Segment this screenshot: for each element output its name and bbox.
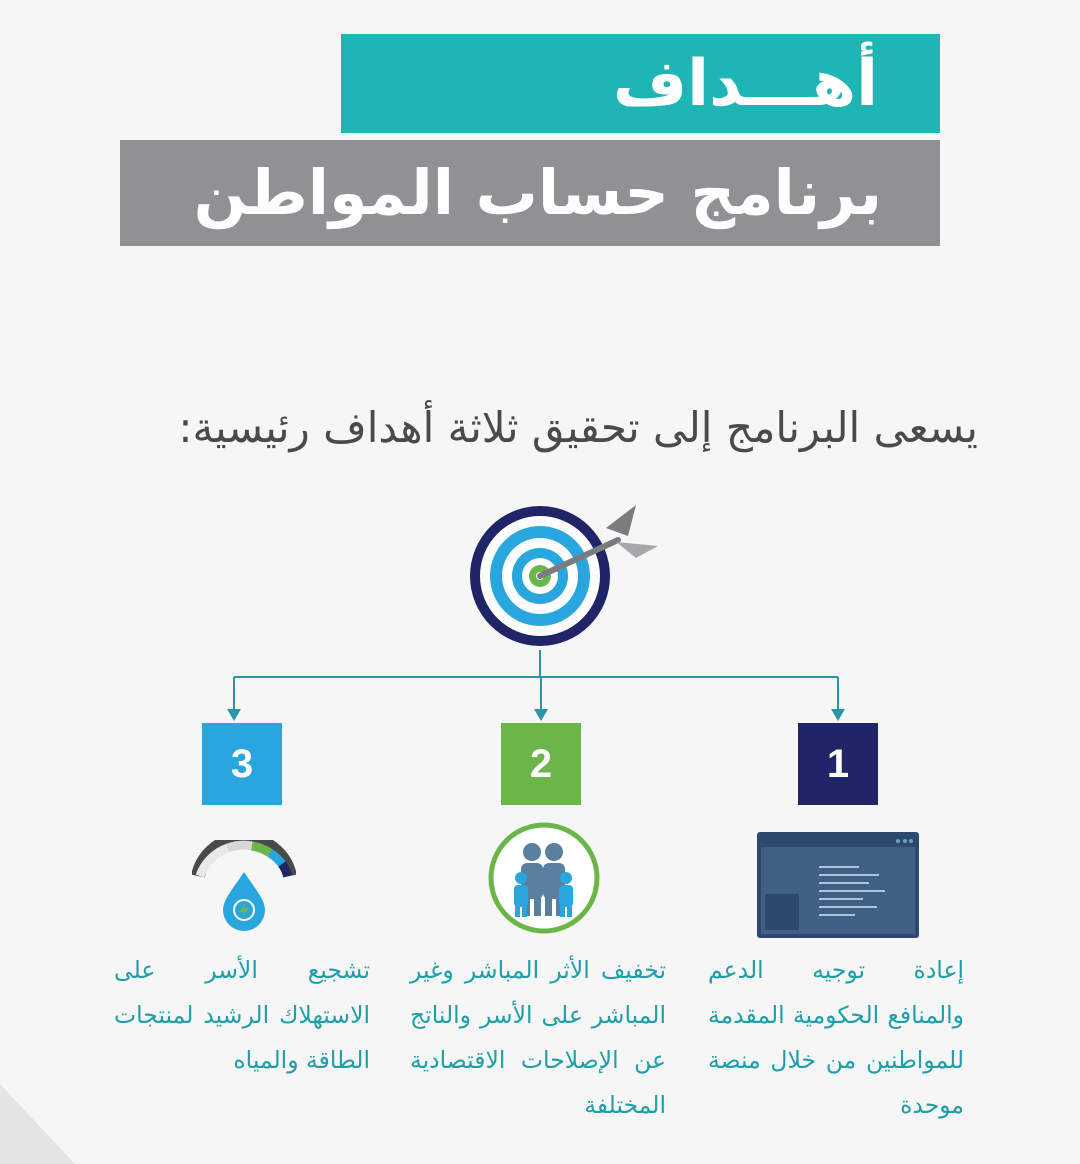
family-icon — [488, 822, 600, 934]
computer-screen-icon — [757, 832, 919, 938]
energy-water-gauge-icon — [192, 840, 296, 934]
title-goals: أهـــداف — [612, 46, 878, 121]
title-program-name: برنامج حساب المواطن — [193, 156, 882, 229]
target-icon — [468, 500, 668, 650]
intro-text: يسعى البرنامج إلى تحقيق ثلاثة أهداف رئيسية: — [178, 403, 978, 452]
goal-3-number: 3 — [202, 723, 282, 805]
goal-1-number: 1 — [798, 723, 878, 805]
goal-1-text: إعادة توجيه الدعم والمنافع الحكومية المقدمة للمواطنين من خلال منصة موحدة — [708, 956, 964, 1119]
goal-2-number: 2 — [501, 723, 581, 805]
goal-3-text: تشجيع الأسر على الاستهلاك الرشيد لمنتجات الطاقة والمياه — [114, 956, 370, 1074]
goal-2-text: تخفيف الأثر المباشر وغير المباشر على الأسر والناتج عن الإصلاحات الاقتصادية المختلفة — [410, 956, 666, 1119]
